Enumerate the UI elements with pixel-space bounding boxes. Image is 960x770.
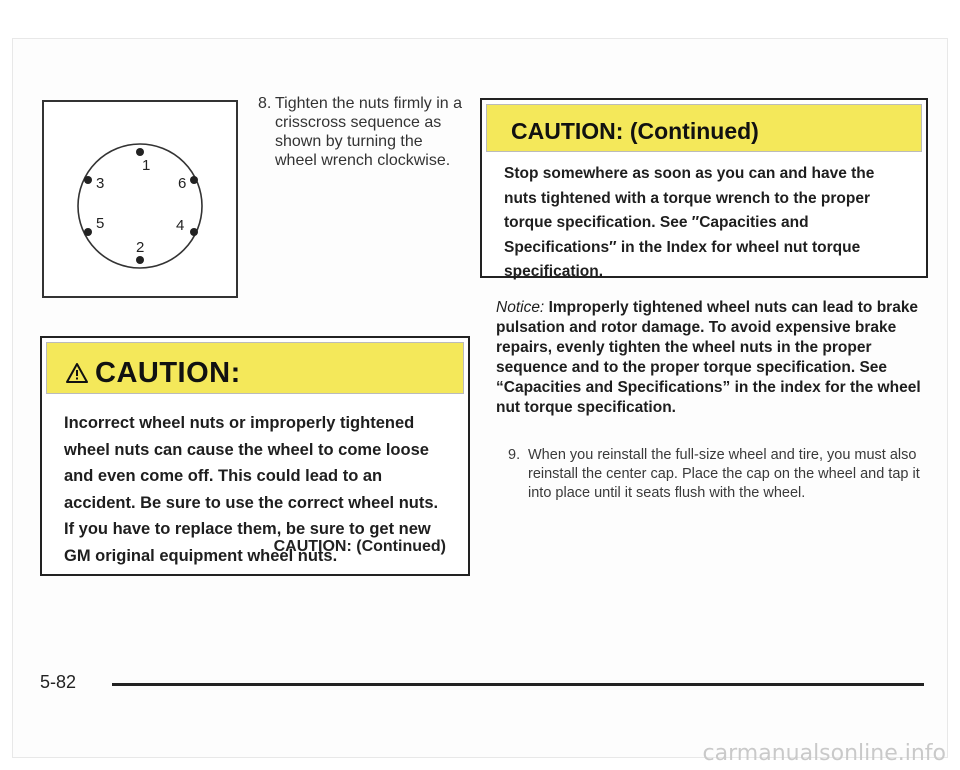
caution-title: CAUTION:: [95, 357, 241, 389]
lug-nut-4: [190, 228, 198, 236]
caution-continued-label: CAUTION: (Continued): [273, 538, 446, 555]
wheel-hub-illustration: [44, 102, 236, 296]
lug-nut-1: [136, 148, 144, 156]
warning-triangle-icon: [65, 359, 89, 392]
page-number: 5-82: [40, 672, 77, 692]
step-8-number: 8.: [258, 95, 272, 112]
caution-header: [46, 342, 464, 394]
lug-label-4: 4: [176, 217, 185, 234]
step-9-text: When you reinstall the full-size wheel and tire, you must also reinstall the center cap. Place the cap on the wheel and tap it into place until it seats flush with the wheel.: [528, 447, 920, 501]
lug-nut-sequence-diagram: [42, 100, 238, 298]
lug-nut-2: [136, 256, 144, 264]
step-9: [508, 446, 928, 503]
step-8-text: Tighten the nuts firmly in a crisscross sequence as shown by turning the wheel wrench clockwise.: [275, 95, 463, 169]
notice-paragraph: [496, 298, 928, 418]
caution-continued-header: CAUTION: (Continued): [486, 104, 922, 152]
lug-label-3: 3: [96, 175, 105, 192]
watermark: carmanualsonline.info: [702, 741, 946, 766]
step-9-number: 9.: [508, 447, 521, 463]
lug-nut-3: [84, 176, 92, 184]
lug-label-5: 5: [96, 215, 105, 232]
lug-label-1: 1: [142, 157, 151, 174]
notice-label: Notice:: [496, 299, 545, 316]
lug-label-6: 6: [178, 175, 187, 192]
caution-box: [40, 336, 470, 576]
step-8: [258, 94, 468, 170]
lug-label-2: 2: [136, 239, 145, 256]
lug-nut-5: [84, 228, 92, 236]
caution-continued-box: [480, 98, 928, 278]
caution-body: Incorrect wheel nuts or improperly tightened wheel nuts can cause the wheel to come loose and even come off. This could lead to an accident. Be sure to use the correct wheel nuts. If you have to replace them, be sure to get new GM original equipment wheel nuts.: [64, 414, 439, 565]
lug-nut-6: [190, 176, 198, 184]
caution-continued-body: Stop somewhere as soon as you can and have the nuts tightened with a torque wrench to the proper torque specification. See ″Capacities and Specifications″ in the Index for wheel nut torque specification.: [504, 165, 875, 280]
notice-text: Improperly tightened wheel nuts can lead to brake pulsation and rotor damage. To avoid expensive brake repairs, evenly tighten the wheel nuts in the proper sequence and to the proper torque specification. See “Capacities and Specifications” in the index for the wheel nut torque specification.: [496, 299, 921, 416]
footer-rule: [112, 683, 924, 686]
